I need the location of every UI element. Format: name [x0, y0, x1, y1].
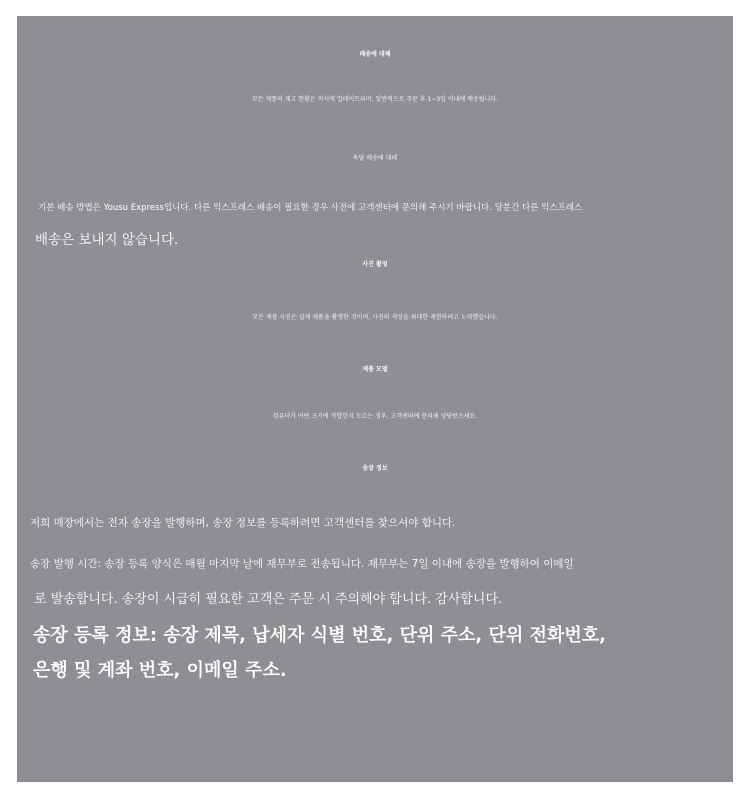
invoice-registration-info-line2: 은행 및 계좌 번호, 이메일 주소. [33, 660, 287, 681]
invoice-text-line2: 송장 발행 시간: 송장 등록 양식은 매월 마지막 날에 재무부로 전송됩니다. 재무부는 7일 이내에 송장을 발행하여 이메일 [30, 558, 574, 570]
fast-delivery-title: 속달 배송에 대해 [352, 155, 398, 162]
invoice-text-line1: 저희 매장에서는 전자 송장을 발행하며, 송장 정보를 등록하려면 고객센터를 찾으셔야 합니다. [30, 517, 456, 529]
invoice-registration-info-line1: 송장 등록 정보: 송장 제목, 납세자 식별 번호, 단위 주소, 단위 전화번호, [33, 625, 606, 646]
fast-delivery-text-line1: 기본 배송 방법은 Yousu Express입니다. 다른 익스프레스 배송이 필요한 경우 사전에 고객센터에 문의해 주시기 바랍니다. 당분간 다른 익스프레스 [38, 203, 583, 213]
invoice-text-line3: 로 발송합니다. 송장이 시급히 필요한 고객은 주문 시 주의해야 합니다. 감사합니다. [34, 592, 503, 607]
fast-delivery-text-line2: 배송은 보내지 않습니다. [35, 232, 179, 248]
invoice-title: 송장 정보 [362, 465, 388, 472]
model-title: 제품 모델 [362, 366, 388, 373]
delivery-text: 모든 제품의 재고 현황은 적시에 업데이트되며, 일반적으로 주문 후 1~3일 이내에 배송됩니다. [251, 96, 499, 103]
delivery-title: 배송에 대해 [359, 51, 391, 58]
photo-title: 사진 촬영 [362, 261, 388, 268]
model-text: 컴퓨터가 어떤 크기에 적합한지 모르는 경우, 고객센터에 문의해 상담받으세요. [272, 413, 478, 420]
info-panel [17, 16, 733, 782]
photo-text: 모든 제품 사진은 실제 제품을 촬영한 것이며, 사진의 색상을 최대한 재현하려고 노력했습니다. [252, 314, 498, 321]
